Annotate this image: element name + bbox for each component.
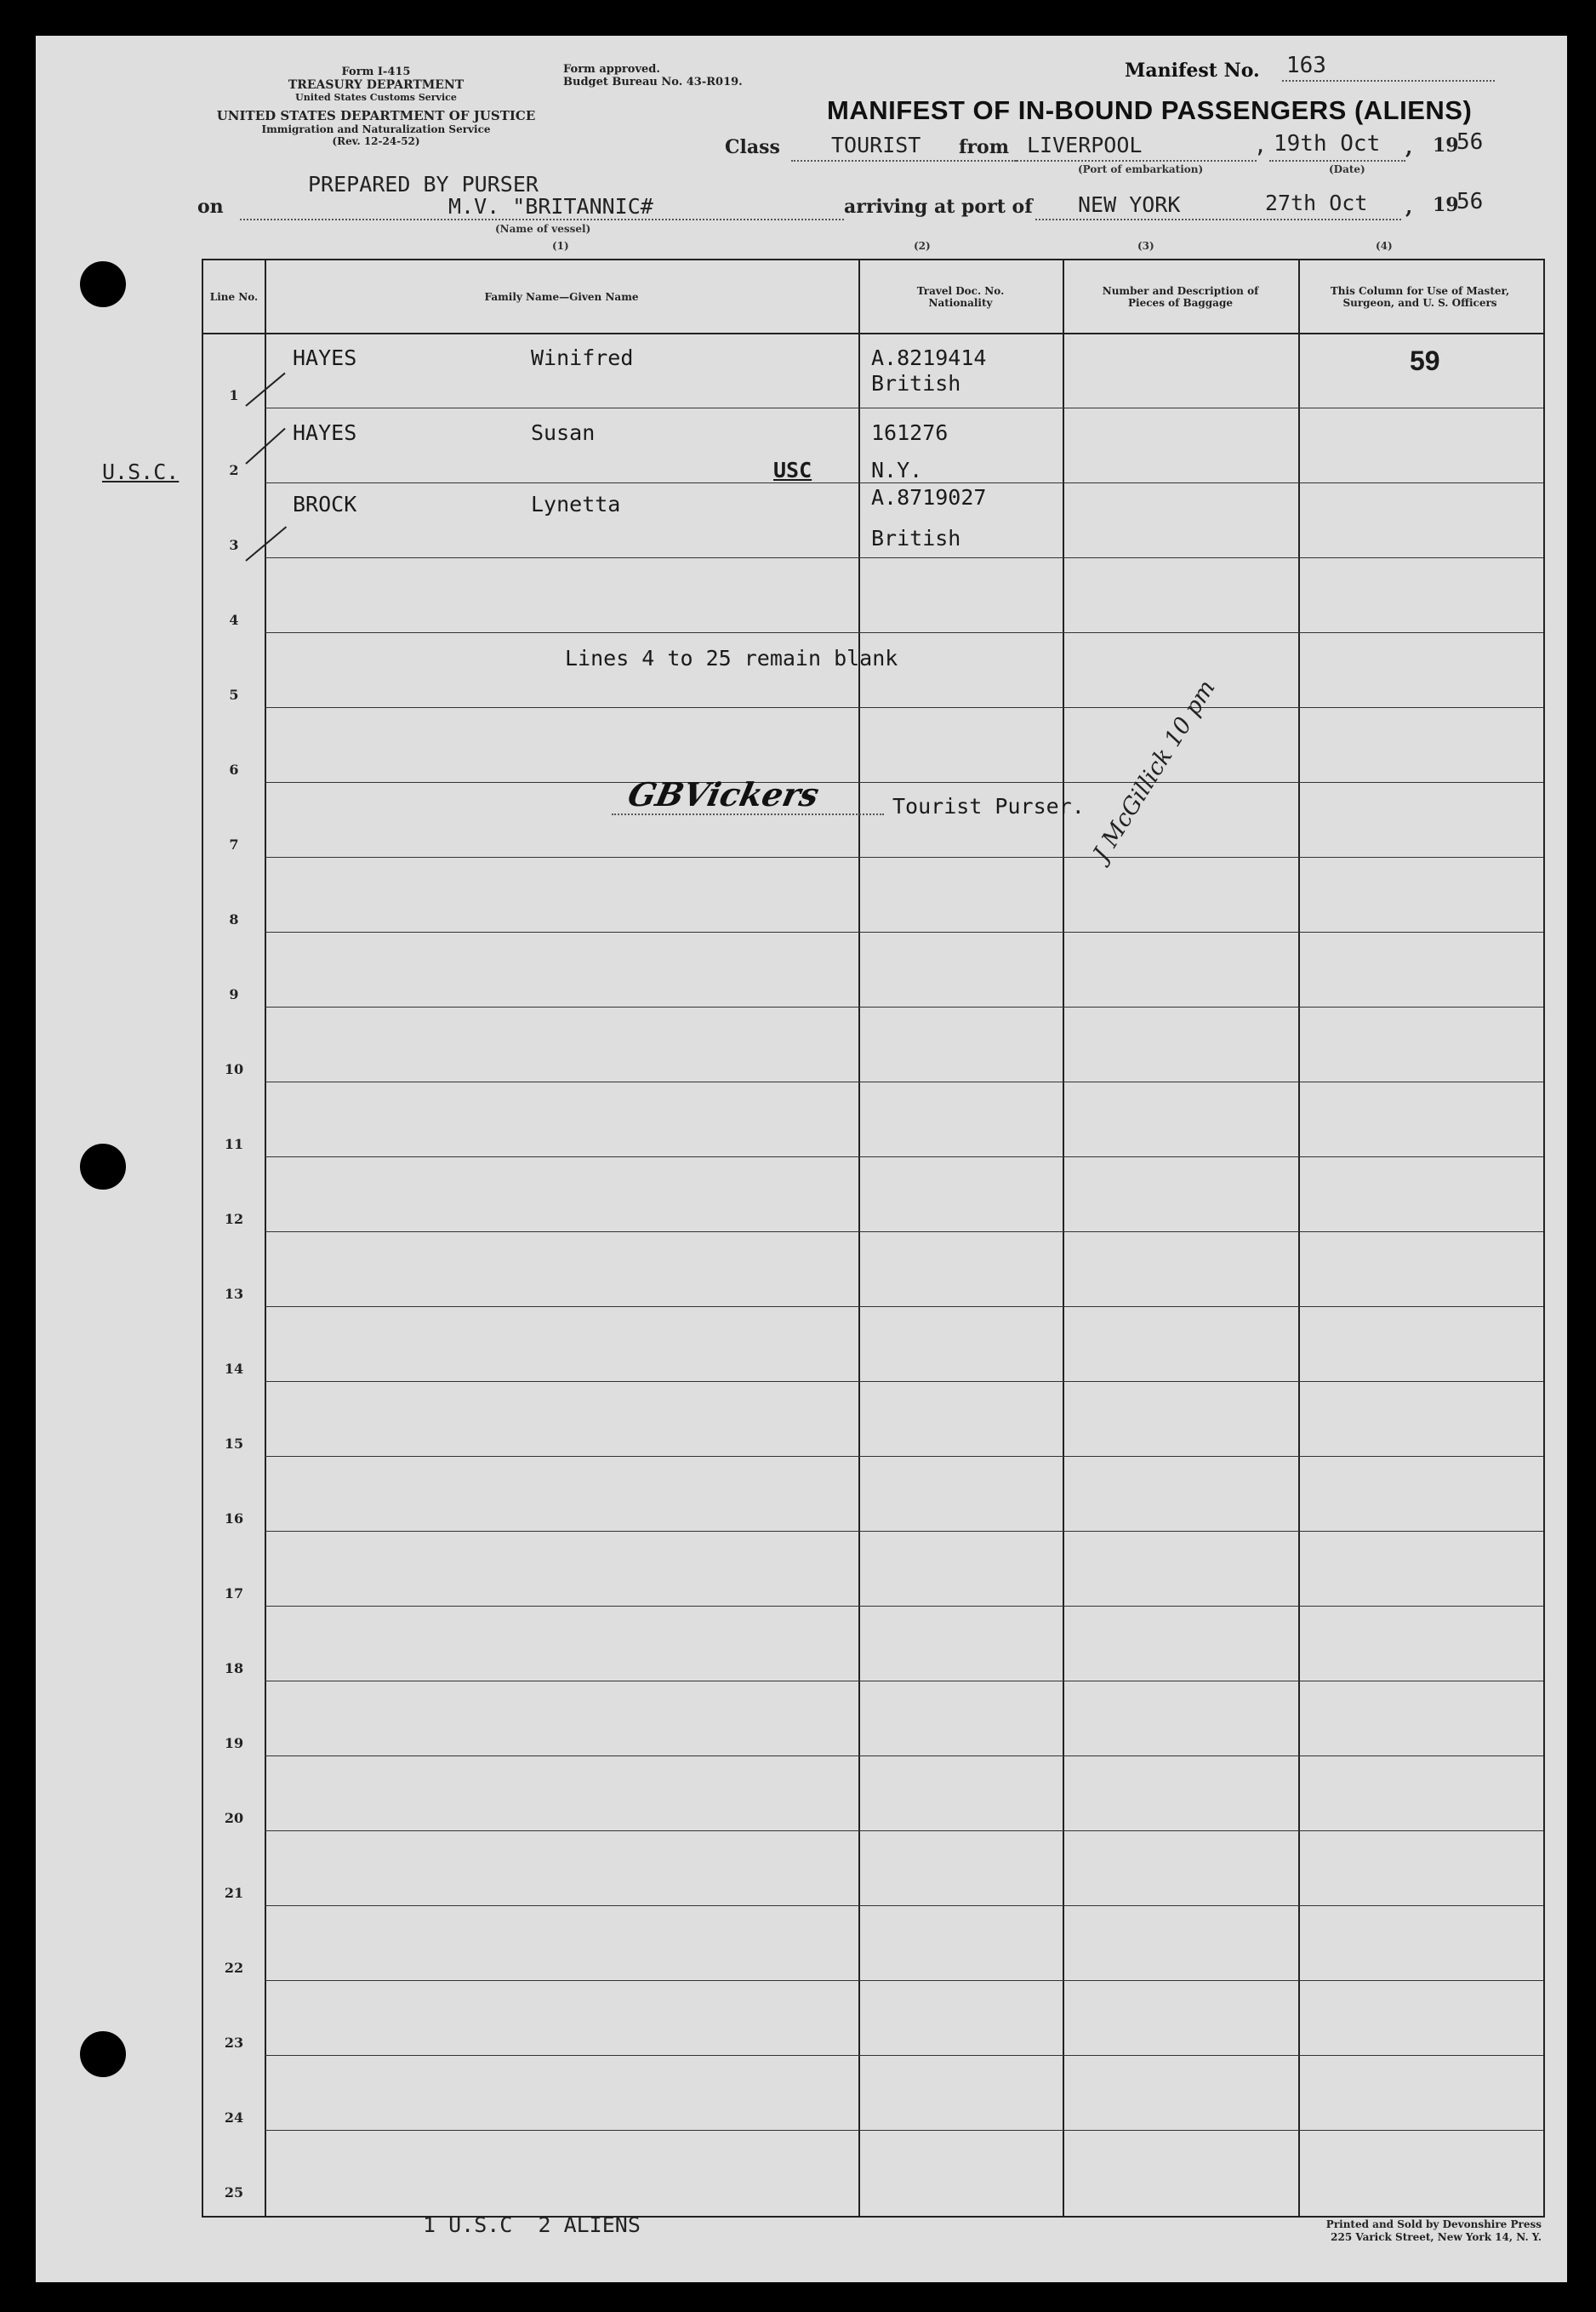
- line-number: 5: [229, 687, 239, 703]
- row-divider: [265, 857, 1543, 858]
- row-divider: [265, 1381, 1543, 1382]
- row-divider: [265, 1156, 1543, 1157]
- row-divider: [265, 1456, 1543, 1457]
- row-divider: [265, 1980, 1543, 1981]
- row-divider: [265, 482, 1543, 483]
- passenger-2-family: HAYES: [293, 420, 357, 445]
- passenger-2-usc-note: USC: [773, 458, 812, 482]
- purser-signature: GBVickers: [624, 775, 823, 813]
- line-number: 25: [224, 2184, 244, 2201]
- col-mark-4: (4): [1376, 240, 1393, 252]
- row-divider: [265, 1830, 1543, 1831]
- passenger-1-doc: A.8219414: [871, 345, 987, 370]
- header-line-no: Line No.: [209, 290, 259, 303]
- line-number: 14: [224, 1361, 244, 1377]
- passenger-table: [202, 259, 1545, 2218]
- class-label: Class: [725, 136, 780, 158]
- row-divider: [265, 632, 1543, 633]
- arrival-port: NEW YORK: [1078, 192, 1181, 217]
- passenger-1-family: HAYES: [293, 345, 357, 370]
- line-number: 19: [224, 1735, 244, 1751]
- row-divider: [265, 1306, 1543, 1307]
- line-number: 20: [224, 1810, 244, 1826]
- header-name: Family Name—Given Name: [484, 290, 639, 303]
- form-number: Form I-415: [341, 66, 411, 78]
- treasury-dept: TREASURY DEPARTMENT: [288, 78, 465, 92]
- purser-title: Tourist Purser.: [892, 794, 1085, 819]
- departure-year: 56: [1456, 129, 1484, 155]
- binder-hole: [80, 2031, 126, 2077]
- row-divider: [265, 1905, 1543, 1906]
- line-number: 24: [224, 2109, 244, 2126]
- row-divider: [265, 2055, 1543, 2056]
- passenger-3-family: BROCK: [293, 492, 357, 517]
- customs-service: United States Customs Service: [295, 92, 457, 103]
- line-number: 22: [224, 1960, 244, 1976]
- line-number: 11: [224, 1136, 244, 1152]
- passenger-2-doc: 161276: [871, 420, 949, 445]
- line-number: 13: [224, 1286, 244, 1302]
- row-divider: [265, 2130, 1543, 2131]
- officer-handwritten-annotation: J McGillick 10 pm: [1088, 675, 1221, 866]
- row-divider: [265, 1231, 1543, 1232]
- header-travel-doc: Travel Doc. No. Nationality: [916, 284, 1005, 309]
- form-identification: [163, 66, 589, 147]
- passenger-2-given: Susan: [531, 420, 596, 445]
- line-number: 21: [224, 1885, 244, 1901]
- row-divider: [265, 1007, 1543, 1008]
- form-revision: (Rev. 12-24-52): [332, 135, 420, 147]
- line-number: 10: [224, 1061, 244, 1077]
- budget-approval: Form approved. Budget Bureau No. 43-R019.: [563, 63, 743, 88]
- prepared-by: PREPARED BY PURSER: [308, 172, 539, 197]
- line-number: 4: [229, 612, 239, 628]
- vessel-caption: (Name of vessel): [495, 223, 591, 235]
- row-divider: [265, 932, 1543, 933]
- embark-caption: (Port of embarkation): [1078, 163, 1204, 175]
- line-number: 18: [224, 1660, 244, 1676]
- line-number: 12: [224, 1211, 244, 1227]
- col-mark-1: (1): [552, 240, 569, 252]
- immigration-service: Immigration and Naturalization Service: [261, 123, 491, 135]
- passenger-3-given: Lynetta: [531, 492, 621, 517]
- row-divider: [265, 1755, 1543, 1756]
- line-number: 16: [224, 1510, 244, 1527]
- row-divider: [265, 782, 1543, 783]
- page-title: MANIFEST OF IN-BOUND PASSENGERS (ALIENS): [827, 95, 1473, 125]
- line-number: 3: [229, 537, 239, 553]
- line-number: 8: [229, 911, 239, 928]
- passenger-2-nationality: N.Y.: [871, 458, 923, 482]
- col-mark-2: (2): [914, 240, 931, 252]
- manifest-number-line: [1282, 80, 1495, 82]
- date-caption: (Date): [1329, 163, 1365, 175]
- col-mark-3: (3): [1137, 240, 1154, 252]
- manifest-number: 163: [1286, 53, 1326, 78]
- line-number: 6: [229, 762, 239, 778]
- margin-usc-note: U.S.C.: [102, 460, 180, 484]
- class-value: TOURIST: [831, 133, 921, 157]
- header-officers: This Column for Use of Master, Surgeon, and U. S. Officers: [1330, 284, 1510, 309]
- arrival-date: 27th Oct: [1265, 191, 1368, 215]
- vessel-name: M.V. "BRITANNIC#: [448, 194, 653, 219]
- line-number: 9: [229, 986, 239, 1002]
- passenger-3-nationality: British: [871, 526, 961, 551]
- printer-credit: Printed and Sold by Devonshire Press 225 Varick Street, New York 14, N. Y.: [1325, 2218, 1542, 2243]
- binder-hole: [80, 261, 126, 307]
- on-label: on: [197, 196, 224, 218]
- row-divider: [265, 1531, 1543, 1532]
- officer-mark-59: 59: [1410, 345, 1440, 376]
- departure-date: 19th Oct: [1274, 131, 1381, 157]
- passenger-1-given: Winifred: [531, 345, 634, 370]
- passenger-3-doc: A.8719027: [871, 485, 987, 510]
- footer-summary: 1 U.S.C 2 ALIENS: [423, 2212, 641, 2237]
- blank-lines-note: Lines 4 to 25 remain blank: [565, 646, 898, 671]
- header-baggage: Number and Description of Pieces of Baggage: [1102, 284, 1259, 309]
- passenger-1-nationality: British: [871, 371, 961, 396]
- arriving-label: arriving at port of: [844, 196, 1033, 218]
- manifest-number-label: Manifest No.: [1125, 60, 1260, 82]
- row-divider: [265, 557, 1543, 558]
- binder-hole: [80, 1144, 126, 1190]
- justice-dept: UNITED STATES DEPARTMENT OF JUSTICE: [216, 108, 536, 123]
- line-number: 2: [229, 462, 239, 478]
- line-number: 15: [224, 1436, 244, 1452]
- line-number: 7: [229, 836, 239, 853]
- from-label: from: [959, 136, 1010, 158]
- line-number: 17: [224, 1585, 244, 1601]
- line-number: 1: [229, 387, 239, 403]
- arrival-year: 56: [1456, 189, 1484, 214]
- manifest-page: Form I-415 TREASURY DEPARTMENT United States Customs Service UNITED STATES DEPARTMENT OF JUSTICE Immigration and Naturalization Service (Rev. 12-24-52) Form approved. Budget Bureau No. 43-R019. Manifest No. 163 MANIFEST OF IN-BOUND PASSENGERS (ALIENS) Class TOURIST from LIVERPOOL (Port of embarkation) , 19th Oct (Date) , 19 56 PREPARED BY PURSER on M.V. "BRITANNIC# (Name of vessel) arriving at port of NEW YORK 27th Oct , 19 56 (1) (2) (3) (4) U.S.C. Line No. Family Name—Given Name Travel Doc. No. Nationality Number and Description of Pieces of Baggage This Column for Use of Master, Surgeon, and U. S. Officers 1 2 3 4 5 6 7 8 9 10 11 12 13 14 15 16 17 18 19 20 21 22 23 24 25 HAYES Winifred A.8219414 British 59 HAYES Susan USC 161276 N.Y. BROCK Lynetta A.8719027 British Lines 4 to 25 remain blank GBVickers Tourist Purser. J McGillick 10 pm 1 U.S.C 2 ALIENS Printed and Sold by Devonshire Press 225 Varick Street, New York 14, N. Y.: [36, 36, 1567, 2282]
- embark-port: LIVERPOOL: [1027, 133, 1143, 157]
- row-divider: [265, 1606, 1543, 1607]
- line-number: 23: [224, 2035, 244, 2051]
- row-divider: [265, 707, 1543, 708]
